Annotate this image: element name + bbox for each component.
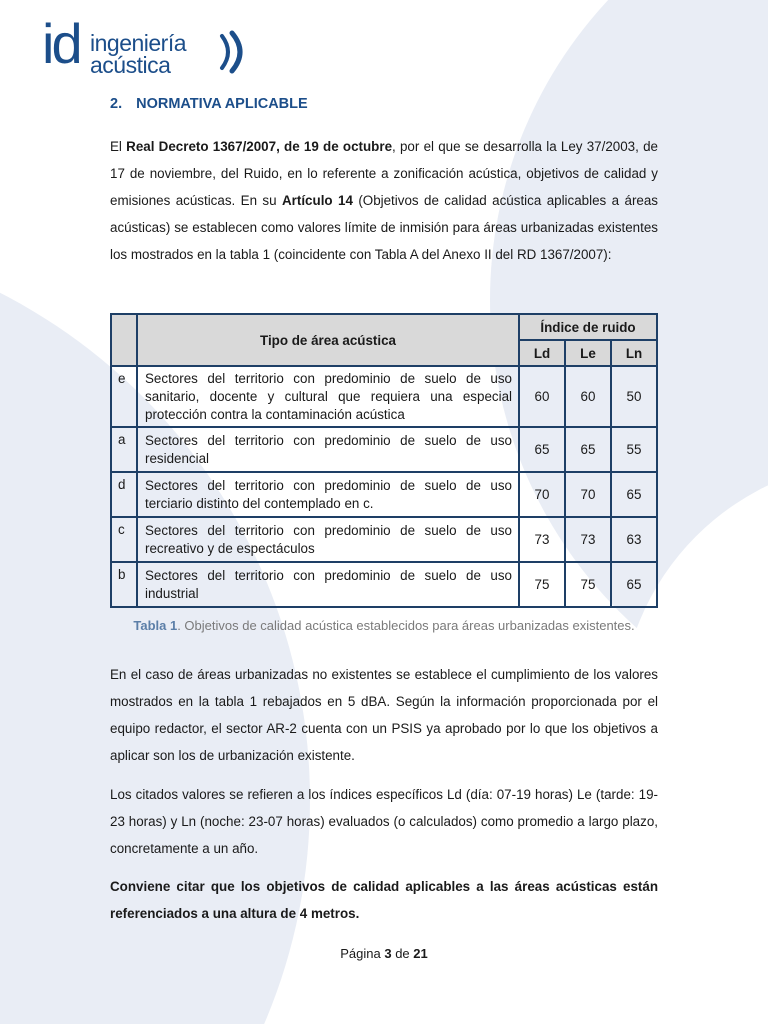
row-ln: 65 xyxy=(611,562,657,607)
row-ld: 65 xyxy=(519,427,565,472)
header-area-type: Tipo de área acústica xyxy=(137,314,519,366)
noise-limits-table xyxy=(110,313,658,608)
logo-mark: id xyxy=(42,12,80,75)
row-le: 65 xyxy=(565,427,611,472)
header-ld: Ld xyxy=(519,340,565,366)
sound-wave-icon xyxy=(218,30,254,74)
row-description: Sectores del territorio con predominio de suelo de uso industrial xyxy=(137,562,519,607)
logo-line-2: acústica xyxy=(90,52,171,78)
caption-text: . Objetivos de calidad acústica establecidos para áreas urbanizadas existentes. xyxy=(177,618,635,633)
row-le: 73 xyxy=(565,517,611,562)
section-title: NORMATIVA APLICABLE xyxy=(136,96,308,112)
row-ld: 73 xyxy=(519,517,565,562)
row-ln: 55 xyxy=(611,427,657,472)
row-letter: d xyxy=(111,472,137,517)
header-blank xyxy=(111,314,137,366)
paragraph-indices: Los citados valores se refieren a los índices específicos Ld (día: 07-19 horas) Le (tarde: 19-23 horas) y Ln (noche: 23-07 horas) evaluados (o calculados) como promedio a largo plazo, concretamente a un año. xyxy=(110,787,658,856)
current-page: 3 xyxy=(384,946,392,961)
table-row xyxy=(111,562,657,607)
row-description: Sectores del territorio con predominio de suelo de uso terciario distinto del contemplado en c. xyxy=(137,472,519,517)
page-footer xyxy=(0,946,768,961)
total-pages: 21 xyxy=(413,946,428,961)
row-description: Sectores del territorio con predominio de suelo de uso residencial xyxy=(137,427,519,472)
row-ld: 75 xyxy=(519,562,565,607)
intro-paragraph xyxy=(110,133,658,268)
row-letter: e xyxy=(111,366,137,427)
table-row xyxy=(111,472,657,517)
caption-label: Tabla 1 xyxy=(133,618,178,633)
row-ld: 70 xyxy=(519,472,565,517)
row-letter: c xyxy=(111,517,137,562)
row-le: 70 xyxy=(565,472,611,517)
intro-text-2: , por el que se desarrolla la Ley 37/2003, de 17 de noviembre, del Ruido, en lo referente a zonificación acústica, objetivos de calidad y emisiones acústicas. En su xyxy=(110,139,658,208)
paragraph-non-existing-areas: En el caso de áreas urbanizadas no existentes se establece el cumplimiento de los valores mostrados en la tabla 1 rebajados en 5 dBA. Según la información proporcionada por el equipo redactor, el sector AR-2 cuenta con un PSIS ya aprobado por lo que los objetivos a aplicar son los de urbanización existente. xyxy=(110,667,658,763)
row-ld: 60 xyxy=(519,366,565,427)
row-le: 75 xyxy=(565,562,611,607)
row-letter: a xyxy=(111,427,137,472)
company-logo xyxy=(40,12,240,82)
row-description: Sectores del territorio con predominio de suelo de uso recreativo y de espectáculos xyxy=(137,517,519,562)
footer-middle: de xyxy=(391,946,414,961)
section-heading xyxy=(110,96,308,112)
row-ln: 63 xyxy=(611,517,657,562)
header-noise-index: Índice de ruido xyxy=(519,314,657,340)
row-description: Sectores del territorio con predominio de suelo de uso sanitario, docente y cultural que requiera una especial protección contra la contaminación acústica xyxy=(137,366,519,427)
footer-prefix: Página xyxy=(340,946,385,961)
row-ln: 50 xyxy=(611,366,657,427)
decree-reference: Real Decreto 1367/2007, de 19 de octubre xyxy=(126,139,393,154)
row-ln: 65 xyxy=(611,472,657,517)
section-number: 2. xyxy=(110,96,123,112)
row-letter: b xyxy=(111,562,137,607)
row-le: 60 xyxy=(565,366,611,427)
paragraph-height-note: Conviene citar que los objetivos de calidad aplicables a las áreas acústicas están referenciados a una altura de 4 metros. xyxy=(110,879,658,921)
table-row xyxy=(111,517,657,562)
table-row xyxy=(111,427,657,472)
header-le: Le xyxy=(565,340,611,366)
article-reference: Artículo 14 xyxy=(282,193,353,208)
header-ln: Ln xyxy=(611,340,657,366)
logo-line-1: ingeniería xyxy=(90,30,187,56)
intro-text-3: (Objetivos de calidad acústica aplicables a áreas acústicas) se establecen como valores límite de inmisión para áreas urbanizadas existentes los mostrados en la tabla 1 (coincidente con Tabla A del Anexo II del RD 1367/2007): xyxy=(110,193,659,262)
table-caption xyxy=(0,618,768,633)
intro-text-1: El xyxy=(110,139,127,154)
table-row xyxy=(111,366,657,427)
